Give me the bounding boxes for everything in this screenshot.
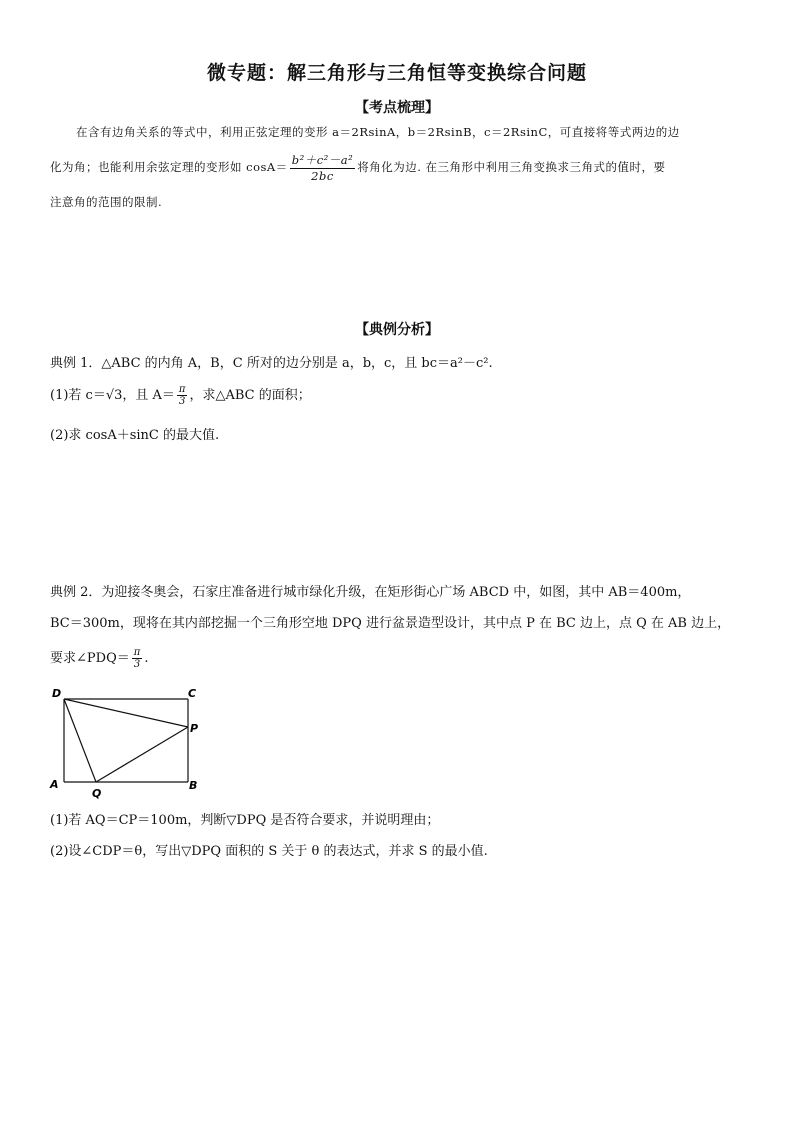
label-c: C [188, 687, 197, 700]
section-heading-key-points: 【考点梳理】 [355, 100, 439, 116]
example-1-question-2: (2)求 cosA＋sinC 的最大值. [50, 428, 220, 443]
example-1-q1-start: (1)若 c＝√3，且 A＝ [50, 388, 175, 403]
key-points-line-3: 注意角的范围的限制. [50, 195, 163, 209]
fraction-numerator: π [133, 647, 141, 658]
example-2-question-1: (1)若 AQ＝CP＝100m，判断▽DPQ 是否符合要求，并说明理由； [50, 813, 440, 828]
pi-over-3-fraction-2 [132, 647, 143, 670]
segment-qp [96, 727, 188, 782]
label-d: D [52, 687, 62, 700]
example-2-line-1: 典例 2．为迎接冬奥会，石家庄准备进行城市绿化升级，在矩形街心广场 ABCD 中，如图，其中 AB＝400m， [50, 585, 691, 600]
pi-over-3-fraction [177, 384, 188, 407]
fraction-denominator: 3 [179, 396, 186, 407]
cosine-fraction-denominator: 2bc [311, 168, 334, 183]
key-points-line-2-start: 化为角；也能利用余弦定理的变形如 cosA＝ [50, 160, 288, 174]
example-2-question-2: (2)设∠CDP＝θ，写出▽DPQ 面积的 S 关于 θ 的表达式，并求 S 的最小值. [50, 844, 488, 859]
fraction-numerator: π [178, 384, 186, 395]
example-2-line-2: BC＝300m，现将在其内部挖掘一个三角形空地 DPQ 进行盆景造型设计，其中点 P 在 BC 边上，点 Q 在 AB 边上， [50, 616, 731, 631]
key-points-line-2 [50, 150, 666, 184]
cosine-fraction-numerator: b²＋c²－a² [291, 152, 354, 167]
example-1-question-1 [50, 380, 311, 412]
segment-dq [64, 699, 96, 782]
key-points-line-1: 在含有边角关系的等式中，利用正弦定理的变形 a＝2RsinA，b＝2RsinB，c＝2RsinC，可直接将等式两边的边 [76, 125, 680, 139]
example-1-stem: 典例 1．△ABC 的内角 A，B，C 所对的边分别是 a，b，c，且 bc＝a²－c². [50, 356, 493, 371]
segment-dp [64, 699, 188, 727]
fraction-denominator: 3 [133, 659, 141, 670]
label-p: P [190, 722, 199, 735]
cosine-fraction [290, 153, 356, 184]
example-2-line-3-end: . [144, 651, 149, 666]
example-2-line-3 [50, 642, 148, 676]
label-a: A [50, 778, 59, 791]
rectangle-figure [44, 684, 214, 802]
page-title: 微专题：解三角形与三角恒等变换综合问题 [206, 62, 587, 84]
label-b: B [189, 779, 198, 792]
example-2-line-3-start: 要求∠PDQ＝ [50, 651, 130, 666]
example-1-q1-end: ，求△ABC 的面积； [189, 388, 311, 403]
section-heading-examples: 【典例分析】 [355, 322, 439, 338]
label-q: Q [92, 787, 102, 800]
key-points-line-2-end: 将角化为边. 在三角形中利用三角变换求三角式的值时，要 [357, 160, 666, 174]
